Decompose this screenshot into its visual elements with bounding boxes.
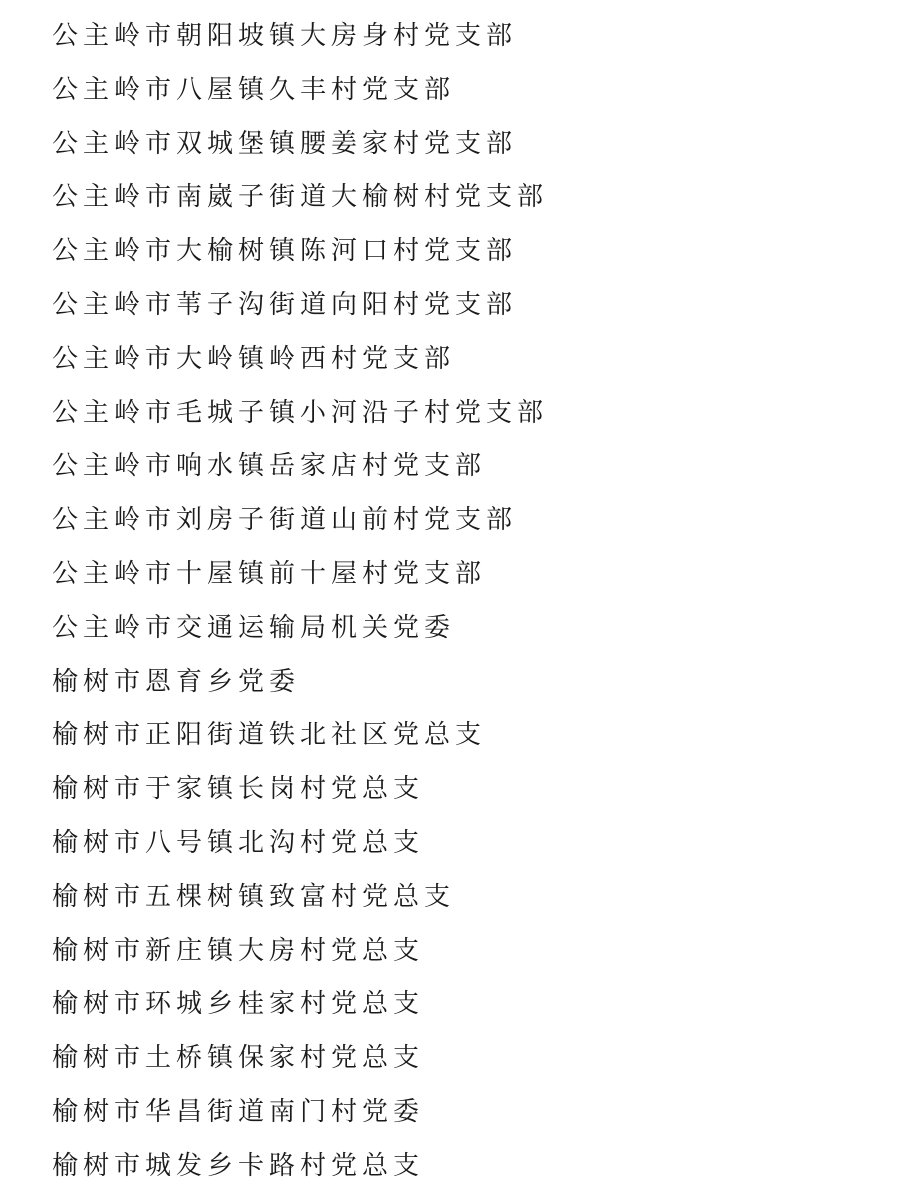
- list-item: 榆树市土桥镇保家村党总支: [52, 1043, 425, 1074]
- organization-list: [52, 10, 872, 1194]
- list-item: 榆树市五棵树镇致富村党总支: [52, 881, 456, 912]
- list-item: 公主岭市刘房子街道山前村党支部: [52, 505, 518, 536]
- list-item: 公主岭市响水镇岳家店村党支部: [52, 451, 487, 482]
- list-item: 榆树市城发乡卡路村党总支: [52, 1150, 425, 1181]
- list-item: 公主岭市大榆树镇陈河口村党支部: [52, 236, 518, 267]
- list-item: 榆树市新庄镇大房村党总支: [52, 935, 425, 966]
- list-item: 公主岭市苇子沟街道向阳村党支部: [52, 289, 518, 320]
- list-item: 榆树市正阳街道铁北社区党总支: [52, 720, 487, 751]
- list-item: 榆树市于家镇长岗村党总支: [52, 774, 425, 805]
- list-item: 公主岭市毛城子镇小河沿子村党支部: [52, 397, 549, 428]
- list-item: 榆树市华昌街道南门村党委: [52, 1096, 425, 1127]
- list-item: 公主岭市双城堡镇腰姜家村党支部: [52, 128, 518, 159]
- list-item: 榆树市八号镇北沟村党总支: [52, 827, 425, 858]
- list-item: 榆树市环城乡桂家村党总支: [52, 989, 425, 1020]
- list-item: 公主岭市朝阳坡镇大房身村党支部: [52, 21, 518, 51]
- list-item: 公主岭市大岭镇岭西村党支部: [52, 343, 456, 374]
- list-item: 榆树市恩育乡党委: [52, 666, 301, 697]
- list-item: 公主岭市八屋镇久丰村党支部: [52, 74, 456, 105]
- list-item: 公主岭市交通运输局机关党委: [52, 612, 456, 643]
- list-item: 公主岭市十屋镇前十屋村党支部: [52, 558, 487, 589]
- document-page: [52, 10, 872, 1194]
- list-item: 公主岭市南崴子街道大榆树村党支部: [52, 182, 549, 213]
